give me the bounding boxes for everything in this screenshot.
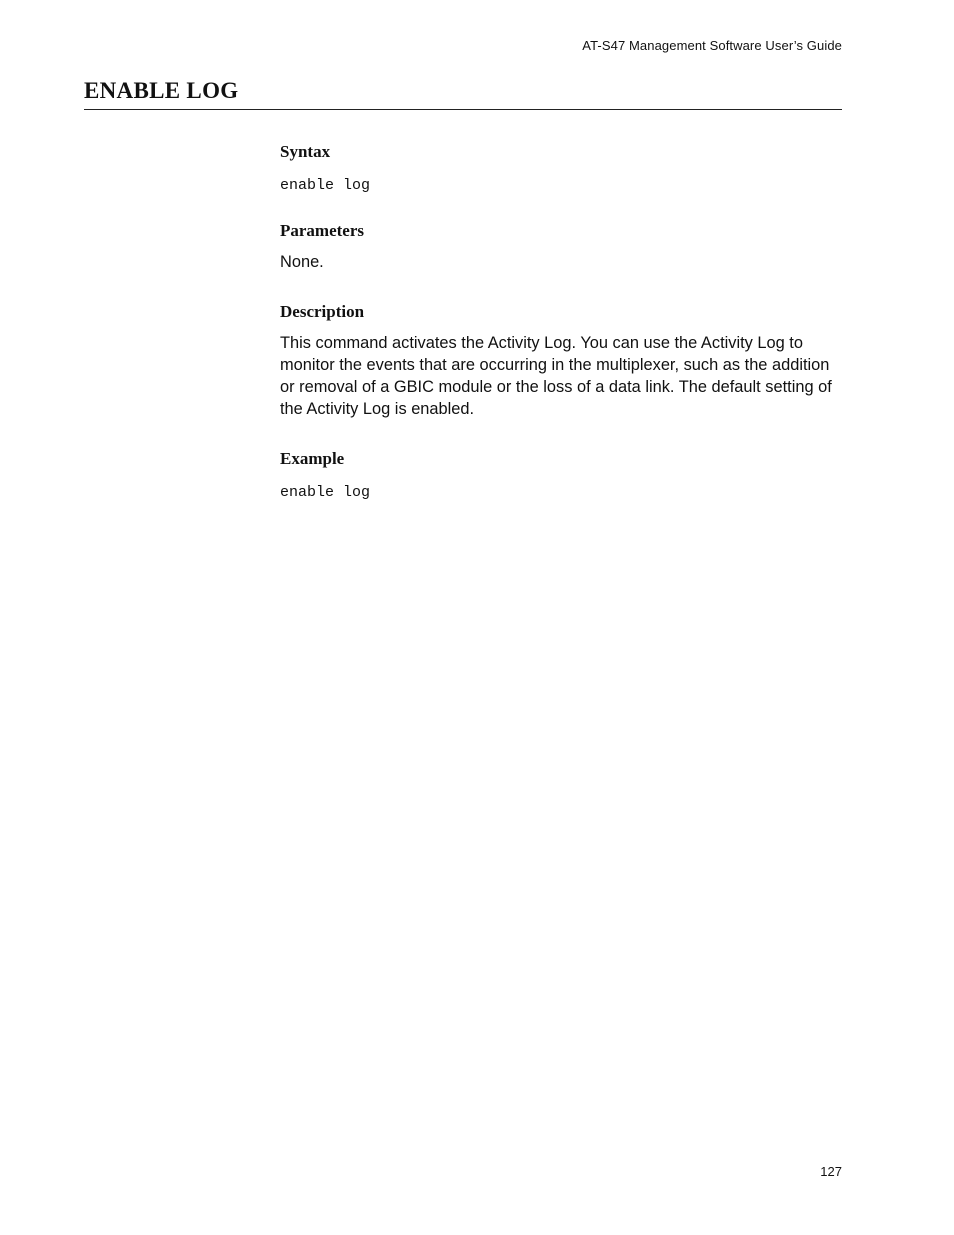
page-title: ENABLE LOG bbox=[84, 78, 239, 103]
description-heading: Description bbox=[280, 302, 365, 321]
page-number: 127 bbox=[820, 1164, 842, 1179]
example-heading: Example bbox=[280, 449, 345, 468]
syntax-heading: Syntax bbox=[280, 142, 331, 161]
syntax-code: enable log bbox=[280, 177, 371, 194]
example-code: enable log bbox=[280, 484, 371, 501]
parameters-heading: Parameters bbox=[280, 221, 365, 240]
description-text: This command activates the Activity Log. You can use the Activity Log to monitor the events that are occurring in the multiplexer, such as the addition or removal of a GBIC module or the loss of a data link. The default setting of the Activity Log is enabled. bbox=[280, 334, 832, 418]
title-divider bbox=[84, 109, 842, 110]
parameters-text: None. bbox=[280, 253, 324, 271]
running-header: AT-S47 Management Software User’s Guide bbox=[582, 38, 842, 53]
